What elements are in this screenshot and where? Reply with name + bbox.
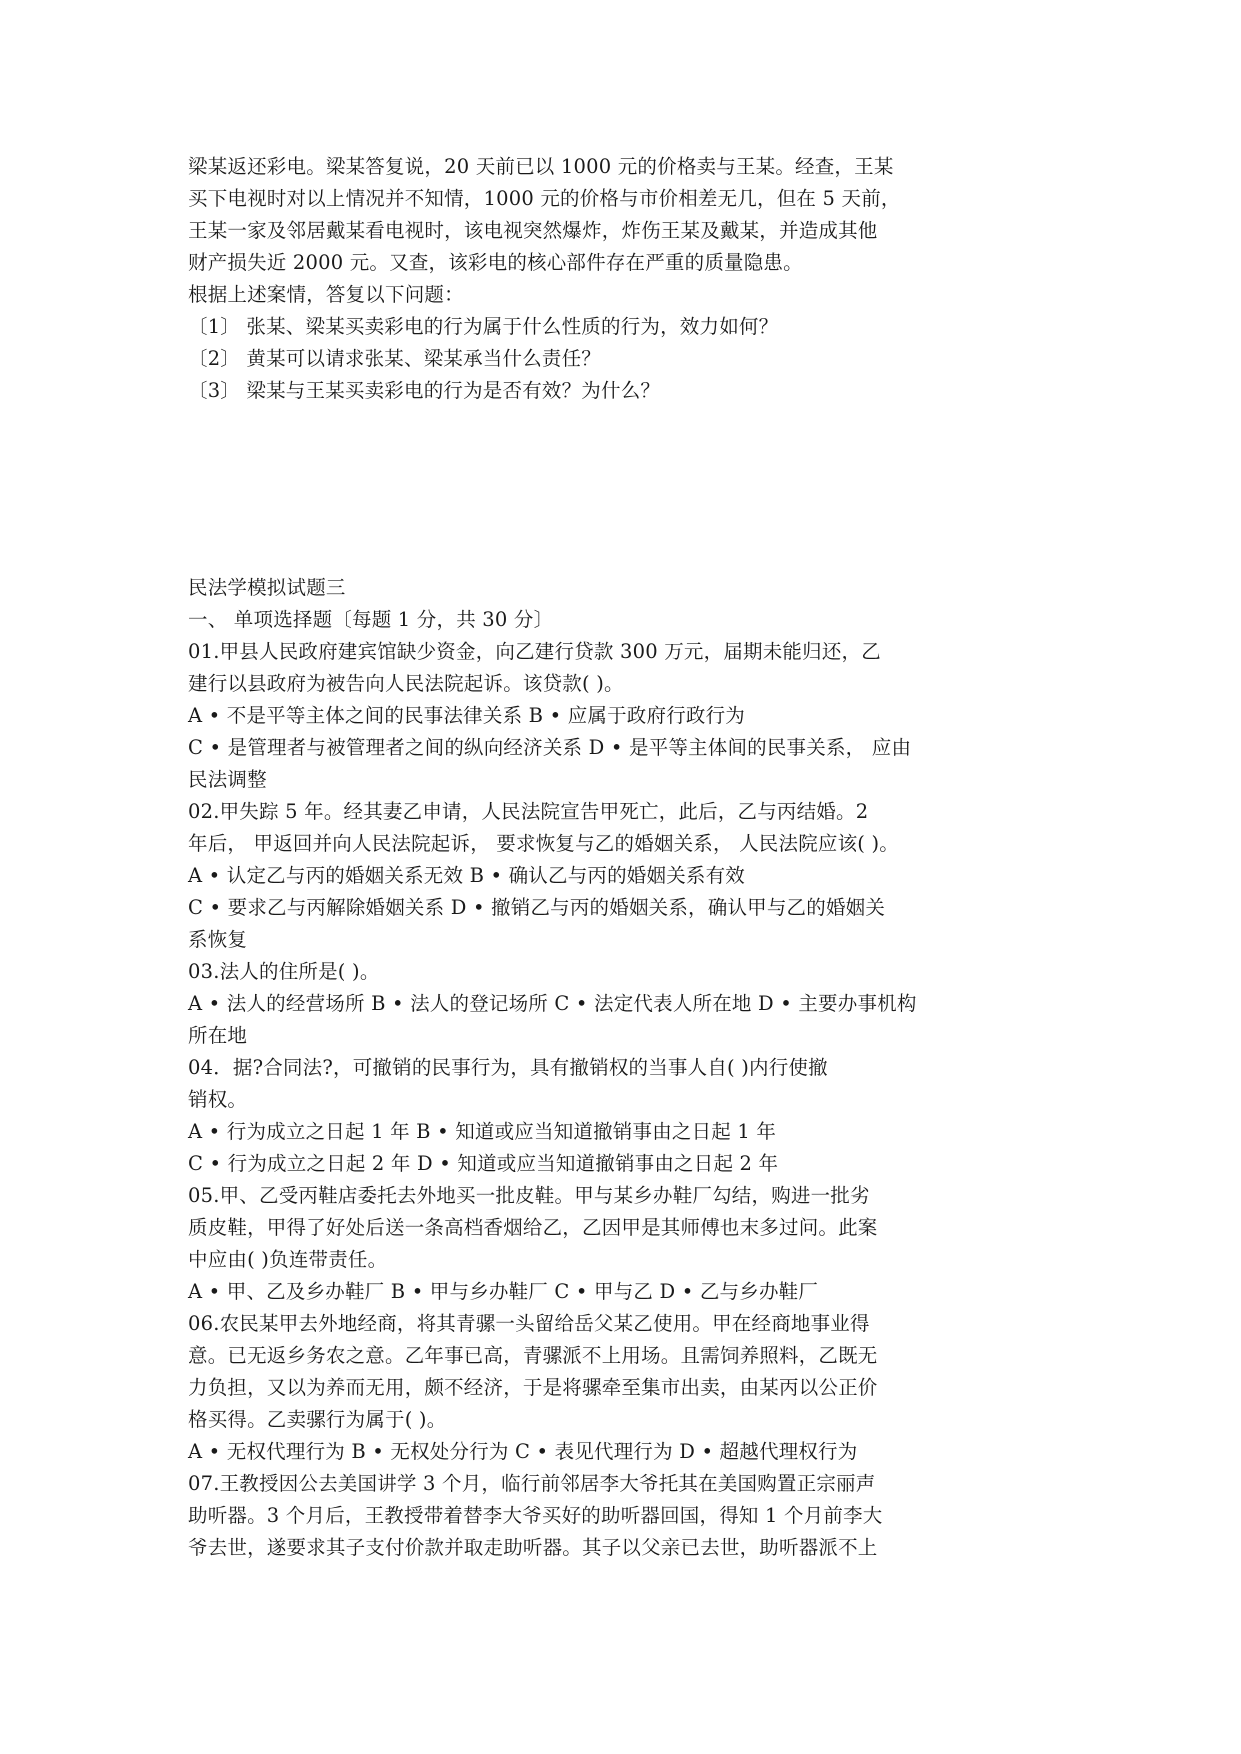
question-item: 〔3〕 梁某与王某买卖彩电的行为是否有效？为什么？ xyxy=(188,379,661,402)
case-text-block xyxy=(188,151,1008,407)
text-line: 根据上述案情，答复以下问题： xyxy=(188,283,464,306)
section-heading: 一、 单项选择题〔每题 1 分，共 30 分〕 xyxy=(188,608,554,631)
answer-options: C • 是管理者与被管理者之间的纵向经济关系 D • 是平等主体间的民事关系， 应由 xyxy=(188,736,912,759)
text-line: 系恢复 xyxy=(188,928,248,951)
text-line: 销权。 xyxy=(188,1088,248,1111)
text-line: 格买得。乙卖骡行为属于( )。 xyxy=(188,1408,447,1431)
text-line: 07.王教授因公去美国讲学 3 个月，临行前邻居李大爷托其在美国购置正宗丽声 xyxy=(188,1472,876,1495)
text-line: 梁某返还彩电。梁某答复说，20 天前已以 1000 元的价格卖与王某。经查，王某 xyxy=(188,155,894,178)
answer-options: A • 行为成立之日起 1 年 B • 知道或应当知道撤销事由之日起 1 年 xyxy=(188,1120,777,1143)
text-line: 爷去世，遂要求其子支付价款并取走助听器。其子以父亲已去世，助听器派不上 xyxy=(188,1536,878,1559)
text-line: 买下电视时对以上情况并不知情，1000 元的价格与市价相差无几，但在 5 天前， xyxy=(188,187,901,210)
question-item: 〔1〕 张某、梁某买卖彩电的行为属于什么性质的行为，效力如何？ xyxy=(188,315,779,338)
question-item: 〔2〕 黄某可以请求张某、梁某承当什么责任？ xyxy=(188,347,602,370)
text-line: 助听器。3 个月后，王教授带着替李大爷买好的助听器回国，得知 1 个月前李大 xyxy=(188,1504,883,1527)
text-line: 02.甲失踪 5 年。经其妻乙申请，人民法院宣告甲死亡，此后，乙与丙结婚。2 xyxy=(188,800,869,823)
answer-options: C • 行为成立之日起 2 年 D • 知道或应当知道撤销事由之日起 2 年 xyxy=(188,1152,779,1175)
text-line: 民法调整 xyxy=(188,768,267,791)
text-line: 05.甲、乙受丙鞋店委托去外地买一批皮鞋。甲与某乡办鞋厂勾结，购进一批劣 xyxy=(188,1184,870,1207)
text-line: 财产损失近 2000 元。又查，该彩电的核心部件存在严重的质量隐患。 xyxy=(188,251,803,274)
text-line: 01.甲县人民政府建宾馆缺少资金，向乙建行贷款 300 万元，届期未能归还，乙 xyxy=(188,640,881,663)
text-line: 王某一家及邻居戴某看电视时，该电视突然爆炸，炸伤王某及戴某，并造成其他 xyxy=(188,219,878,242)
text-line: 年后， 甲返回并向人民法院起诉， 要求恢复与乙的婚姻关系， 人民法院应该( )。 xyxy=(188,832,900,855)
answer-options: C • 要求乙与丙解除婚姻关系 D • 撤销乙与丙的婚姻关系，确认甲与乙的婚姻关 xyxy=(188,896,886,919)
text-line: 03.法人的住所是( )。 xyxy=(188,960,380,983)
answer-options: A • 不是平等主体之间的民事法律关系 B • 应属于政府行政行为 xyxy=(188,704,746,727)
text-line: 04．据?合同法?，可撤销的民事行为，具有撤销权的当事人自( )内行使撤 xyxy=(188,1056,828,1079)
text-line: 中应由( )负连带责任。 xyxy=(188,1248,388,1271)
answer-options: A • 法人的经营场所 B • 法人的登记场所 C • 法定代表人所在地 D • 主要办事机构 xyxy=(188,992,917,1015)
text-line: 意。已无返乡务农之意。乙年事已高，青骡派不上用场。且需饲养照料，乙既无 xyxy=(188,1344,878,1367)
text-line: 建行以县政府为被告向人民法院起诉。该贷款( )。 xyxy=(188,672,624,695)
text-line: 06.农民某甲去外地经商，将其青骡一头留给岳父某乙使用。甲在经商地事业得 xyxy=(188,1312,870,1335)
text-line: 质皮鞋，甲得了好处后送一条高档香烟给乙，乙因甲是其师傅也末多过问。此案 xyxy=(188,1216,878,1239)
text-line: 力负担，又以为养而无用，颇不经济，于是将骡牵至集市出卖，由某丙以公正价 xyxy=(188,1376,878,1399)
exam-title: 民法学模拟试题三 xyxy=(188,576,346,599)
answer-options: A • 甲、乙及乡办鞋厂 B • 甲与乡办鞋厂 C • 甲与乙 D • 乙与乡办鞋厂 xyxy=(188,1280,819,1303)
answer-options: A • 无权代理行为 B • 无权处分行为 C • 表见代理行为 D • 超越代理权行为 xyxy=(188,1440,858,1463)
answer-options: A • 认定乙与丙的婚姻关系无效 B • 确认乙与丙的婚姻关系有效 xyxy=(188,864,746,887)
exam-text-block xyxy=(188,572,1008,1564)
text-line: 所在地 xyxy=(188,1024,248,1047)
